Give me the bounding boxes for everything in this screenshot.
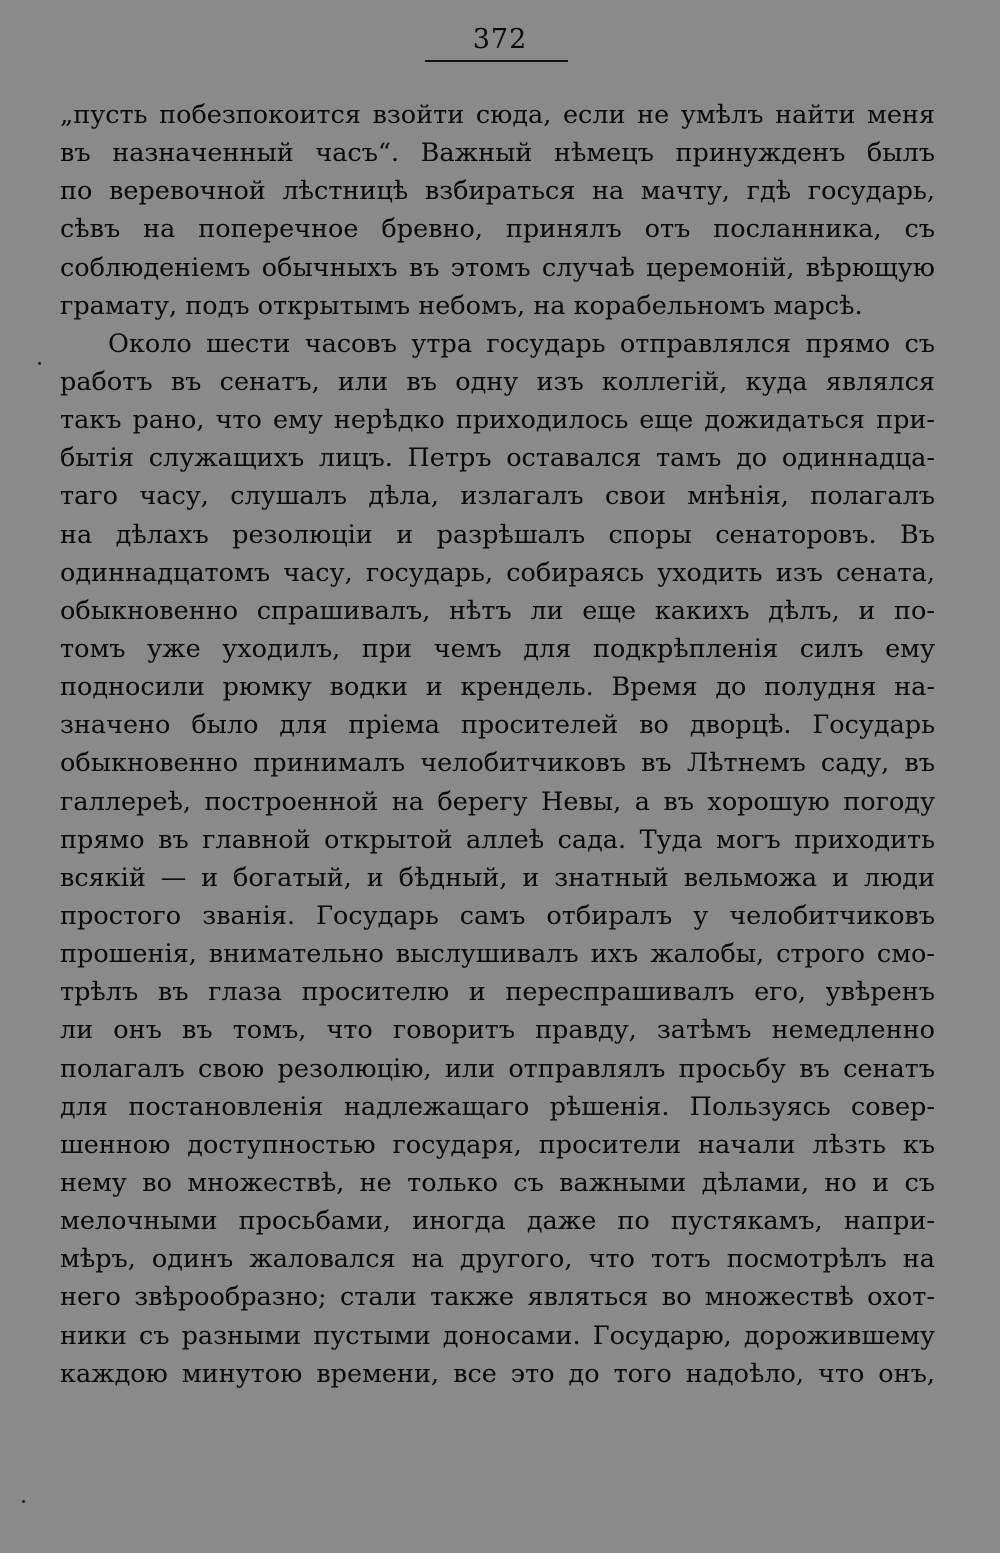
text-line: подносили рюмку водки и крендель. Время до полудня на-	[60, 672, 935, 703]
text-line: работъ въ сенатъ, или въ одну изъ коллегій, куда являлся	[60, 366, 935, 397]
text-line: томъ уже уходилъ, при чемъ для подкрѣпленія силъ ему	[60, 633, 935, 664]
text-line: значено было для пріема просителей во дворцѣ. Государь	[60, 710, 935, 741]
print-speck	[38, 362, 41, 365]
text-line: Около шести часовъ утра государь отправлялся прямо съ	[108, 328, 935, 359]
text-line: всякій — и богатый, и бѣдный, и знатный вельможа и люди	[60, 862, 935, 893]
text-line: прошенія, внимательно выслушивалъ ихъ жалобы, строго смо-	[60, 939, 935, 970]
text-line: грамату, подъ открытымъ небомъ, на корабельномъ марсѣ.	[60, 290, 863, 321]
text-line: трѣлъ въ глаза просителю и переспрашивалъ его, увѣренъ	[60, 977, 935, 1008]
body-text	[60, 96, 935, 1393]
page-number: 372	[472, 24, 528, 55]
text-line: таго часу, слушалъ дѣла, излагалъ свои мнѣнія, полагалъ	[60, 481, 935, 512]
text-line: галлереѣ, построенной на берегу Невы, а въ хорошую погоду	[60, 786, 935, 817]
text-line: сѣвъ на поперечное бревно, принялъ отъ посланника, съ	[60, 214, 935, 245]
text-line: на дѣлахъ резолюціи и разрѣшалъ споры сенаторовъ. Въ	[60, 519, 935, 550]
text-line: полагалъ свою резолюцію, или отправлялъ просьбу въ сенатъ	[60, 1053, 935, 1084]
text-line: соблюденіемъ обычныхъ въ этомъ случаѣ церемоній, вѣрющую	[60, 252, 935, 283]
text-line: ли онъ въ томъ, что говоритъ правду, затѣмъ немедленно	[60, 1015, 935, 1046]
text-line: каждою минутою времени, все это до того надоѣло, что онъ,	[60, 1358, 935, 1389]
text-line: обыкновенно принималъ челобитчиковъ въ Лѣтнемъ саду, въ	[60, 748, 935, 779]
text-line: для постановленія надлежащаго рѣшенія. Пользуясь совер-	[60, 1091, 935, 1122]
text-line: обыкновенно спрашивалъ, нѣтъ ли еще какихъ дѣлъ, и по-	[60, 595, 935, 626]
print-speck	[22, 1500, 25, 1503]
text-line: одиннадцатомъ часу, государь, собираясь уходить изъ сената,	[60, 557, 935, 588]
text-line: бытія служащихъ лицъ. Петръ оставался тамъ до одиннадца-	[60, 443, 935, 474]
text-line: него звѣрообразно; стали также являться во множествѣ охот-	[60, 1282, 935, 1313]
text-line: шенною доступностью государя, просители начали лѣзть къ	[60, 1129, 935, 1160]
page-number-rule	[425, 60, 568, 62]
text-line: мелочными просьбами, иногда даже по пустякамъ, напри-	[60, 1206, 935, 1237]
text-line: въ назначенный часъ“. Важный нѣмецъ принужденъ былъ	[60, 138, 935, 169]
text-line: „пусть побезпокоится взойти сюда, если не умѣлъ найти меня	[60, 100, 935, 130]
text-line: такъ рано, что ему нерѣдко приходилось еще дожидаться при-	[60, 405, 935, 436]
text-line: нему во множествѣ, не только съ важными дѣлами, но и съ	[60, 1167, 935, 1198]
text-line: простого званія. Государь самъ отбиралъ у челобитчиковъ	[60, 900, 935, 931]
text-line: прямо въ главной открытой аллеѣ сада. Туда могъ приходить	[60, 824, 935, 855]
text-line: ники съ разными пустыми доносами. Государю, дорожившему	[60, 1320, 935, 1351]
text-line: мѣръ, одинъ жаловался на другого, что тотъ посмотрѣлъ на	[60, 1244, 935, 1275]
text-line: по веревочной лѣстницѣ взбираться на мачту, гдѣ государь,	[60, 176, 935, 207]
